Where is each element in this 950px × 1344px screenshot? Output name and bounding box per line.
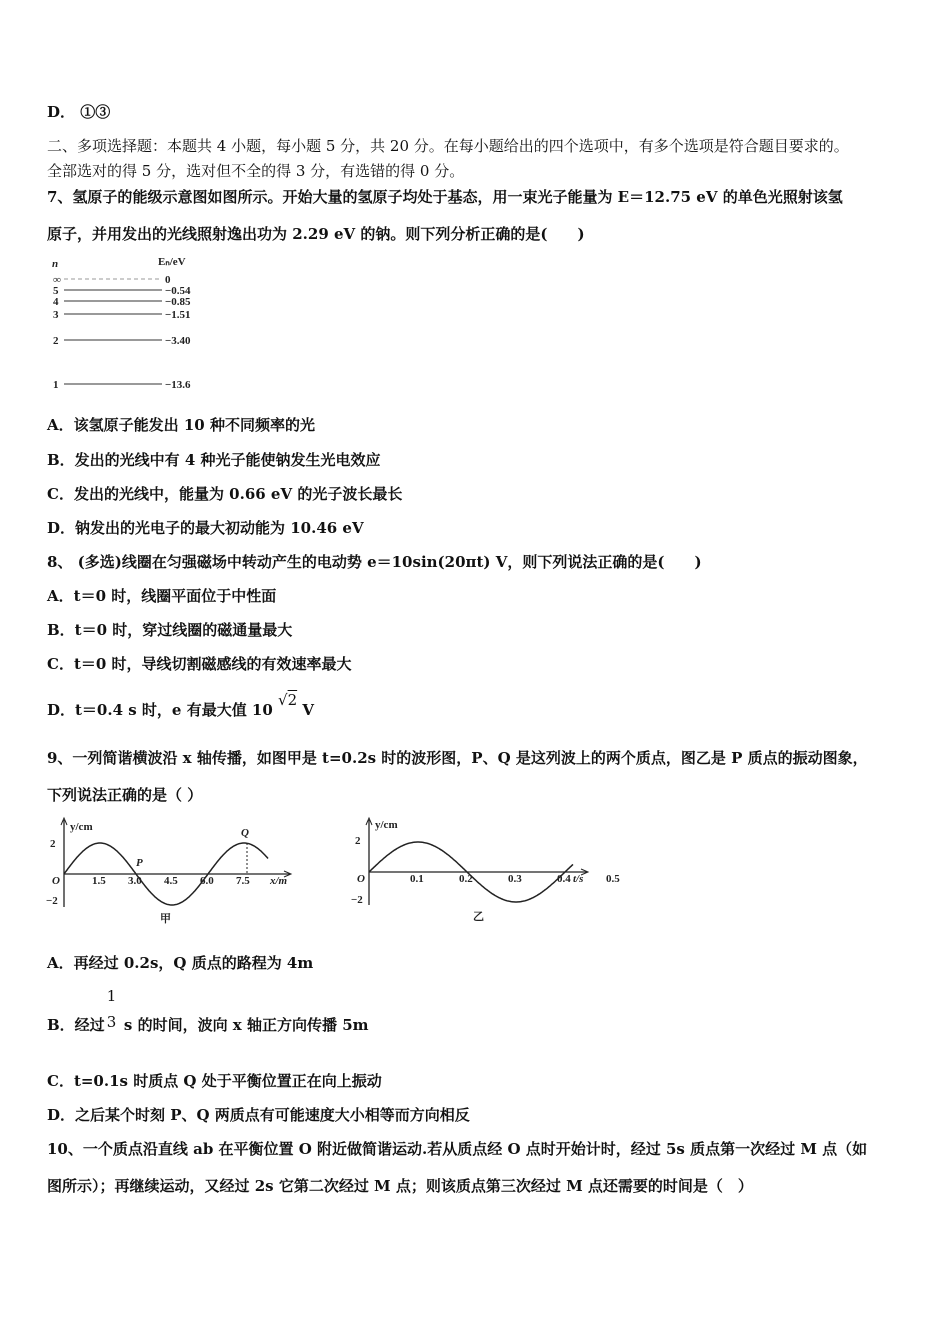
q9-option-d: D．之后某个时刻 P、Q 两质点有可能速度大小相等而方向相反 xyxy=(47,1106,470,1124)
q9-stem-2: 下列说法正确的是（ ） xyxy=(47,786,203,804)
vibration-graph-b xyxy=(345,812,620,927)
x-tick: 0.1 xyxy=(410,873,424,885)
q9-stem-1: 9、一列简谐横波沿 x 轴传播，如图甲是 t=0.2s 时的波形图，P、Q 是这列波上的两个质点，图乙是 P 质点的振动图象， xyxy=(47,749,868,767)
sqrt-value: 2 xyxy=(287,691,298,709)
x-tick: 4.5 xyxy=(164,875,178,887)
level-n: 2 xyxy=(53,335,59,347)
n-label: n xyxy=(52,258,59,270)
caption: 甲 xyxy=(160,913,171,925)
option-text: B．经过 xyxy=(47,1016,105,1034)
y-tick-pos: 2 xyxy=(50,838,56,850)
level-energy: −3.40 xyxy=(165,335,191,347)
q8-stem: 8、 (多选)线圈在匀强磁场中转动产生的电动势 e＝10sin(20πt) V，则下列说法正确的是( ) xyxy=(47,553,702,571)
level-n: 3 xyxy=(53,309,59,321)
q10-stem-2: 图所示）；再继续运动，又经过 2s 它第二次经过 M 点；则该质点第三次经过 M 点还需要的时间是（ ） xyxy=(47,1177,753,1195)
caption: 乙 xyxy=(473,911,484,923)
point-q: Q xyxy=(241,827,249,839)
wave-graph-a xyxy=(40,812,310,927)
q8-option-d xyxy=(47,691,315,720)
x-tick: 7.5 xyxy=(236,875,250,887)
energy-level xyxy=(53,379,191,391)
option-text: ①③ xyxy=(80,103,111,121)
q8-option-c: C．t＝0 时，导线切割磁感线的有效速率最大 xyxy=(47,655,352,673)
origin: O xyxy=(52,875,60,887)
x-tick: 0.4 xyxy=(557,873,571,885)
section-heading-2: 全部选对的得 5 分，选对但不全的得 3 分，有选错的得 0 分。 xyxy=(47,162,465,180)
energy-level xyxy=(53,309,191,321)
x-tick: 3.0 xyxy=(128,875,142,887)
energy-level xyxy=(53,296,191,308)
level-n: ∞ xyxy=(53,274,61,286)
prev-option-d xyxy=(47,102,110,122)
q8-option-b: B．t＝0 时，穿过线圈的磁通量最大 xyxy=(47,621,293,639)
x-label: t/s xyxy=(573,873,584,885)
q7-option-a: A．该氢原子能发出 10 种不同频率的光 xyxy=(47,416,315,434)
level-n: 5 xyxy=(53,285,59,297)
y-label: y/cm xyxy=(70,821,93,833)
q7-option-d: D．钠发出的光电子的最大初动能为 10.46 eV xyxy=(47,519,364,537)
q9-option-a: A．再经过 0.2s，Q 质点的路程为 4m xyxy=(47,954,314,972)
x-tick: 6.0 xyxy=(200,875,214,887)
point-p: P xyxy=(136,857,143,869)
energy-level xyxy=(53,274,171,286)
e-label: Eₙ/eV xyxy=(158,256,186,268)
x-tick: 0.5 xyxy=(606,873,620,885)
level-energy: −1.51 xyxy=(165,309,191,321)
option-text: D．t＝0.4 s 时，e 有最大值 10 xyxy=(47,701,273,719)
q9-option-b xyxy=(47,987,369,1035)
option-text: s 的时间，波向 x 轴正方向传播 5m xyxy=(123,1016,369,1034)
unit: V xyxy=(302,701,315,719)
level-energy: −13.6 xyxy=(165,379,191,391)
fraction xyxy=(105,987,119,1031)
section-heading-1: 二、多项选择题：本题共 4 小题，每小题 5 分，共 20 分。在每小题给出的四个选项中，有多个选项是符合题目要求的。 xyxy=(47,137,849,155)
q10-stem-1: 10、一个质点沿直线 ab 在平衡位置 O 附近做简谐运动.若从质点经 O 点时开始计时，经过 5s 质点第一次经过 M 点（如 xyxy=(47,1140,868,1158)
x-tick: 0.3 xyxy=(508,873,522,885)
denominator: 3 xyxy=(106,1013,117,1031)
level-n: 1 xyxy=(53,379,59,391)
level-n: 4 xyxy=(53,296,59,308)
x-tick: 0.2 xyxy=(459,873,473,885)
y-tick-neg: −2 xyxy=(46,895,58,907)
q8-option-a: A．t＝0 时，线圈平面位于中性面 xyxy=(47,587,277,605)
q7-option-b: B．发出的光线中有 4 种光子能使钠发生光电效应 xyxy=(47,451,381,469)
option-label: D． xyxy=(47,103,76,121)
q7-stem-1: 7、氢原子的能级示意图如图所示。开始大量的氢原子均处于基态，用一束光子能量为 E＝12.75 eV 的单色光照射该氢 xyxy=(47,188,843,206)
y-label: y/cm xyxy=(375,819,398,831)
level-energy: −0.85 xyxy=(165,296,191,308)
x-label: x/m xyxy=(270,875,288,887)
q7-option-c: C．发出的光线中，能量为 0.66 eV 的光子波长最长 xyxy=(47,485,403,503)
energy-level xyxy=(53,335,191,347)
energy-level-diagram xyxy=(45,252,215,397)
level-energy: 0 xyxy=(165,274,171,286)
x-tick: 1.5 xyxy=(92,875,106,887)
q9-option-c: C．t=0.1s 时质点 Q 处于平衡位置正在向上振动 xyxy=(47,1072,382,1090)
sqrt: √2 xyxy=(278,691,298,709)
origin: O xyxy=(357,873,365,885)
q7-stem-2: 原子，并用发出的光线照射逸出功为 2.29 eV 的钠。则下列分析正确的是( ) xyxy=(47,225,585,243)
level-energy: −0.54 xyxy=(165,285,191,297)
y-tick-neg: −2 xyxy=(351,894,363,906)
y-tick-pos: 2 xyxy=(355,835,361,847)
numerator: 1 xyxy=(106,987,117,1005)
